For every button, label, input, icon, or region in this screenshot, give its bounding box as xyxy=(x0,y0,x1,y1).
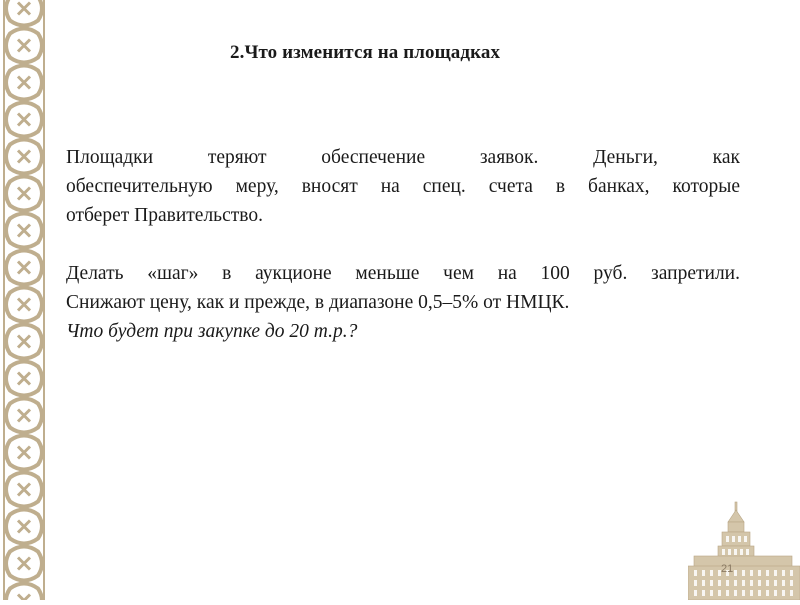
question-line: Что будет при закупке до 20 т.р.? xyxy=(66,321,358,342)
slide-body xyxy=(66,143,740,346)
paragraph-line: Делать «шаг» в аукционе меньше чем на 100 руб. запретили. xyxy=(66,263,740,284)
government-building-icon xyxy=(688,500,800,600)
page-number: 21 xyxy=(721,563,734,575)
paragraph-line: обеспечительную меру, вносят на спец. счета в банках, которые xyxy=(66,176,740,197)
paragraph-line: Снижают цену, как и прежде, в диапазоне 0,5–5% от НМЦК. xyxy=(66,292,570,313)
chain-ornament-border-icon xyxy=(0,0,48,600)
paragraph-line: Площадки теряют обеспечение заявок. Деньги, как xyxy=(66,147,740,168)
paragraph-auction-step xyxy=(66,259,740,346)
slide-title: 2.Что изменится на площадках xyxy=(230,42,501,63)
paragraph-platforms xyxy=(66,143,740,230)
paragraph-line: отберет Правительство. xyxy=(66,205,263,226)
